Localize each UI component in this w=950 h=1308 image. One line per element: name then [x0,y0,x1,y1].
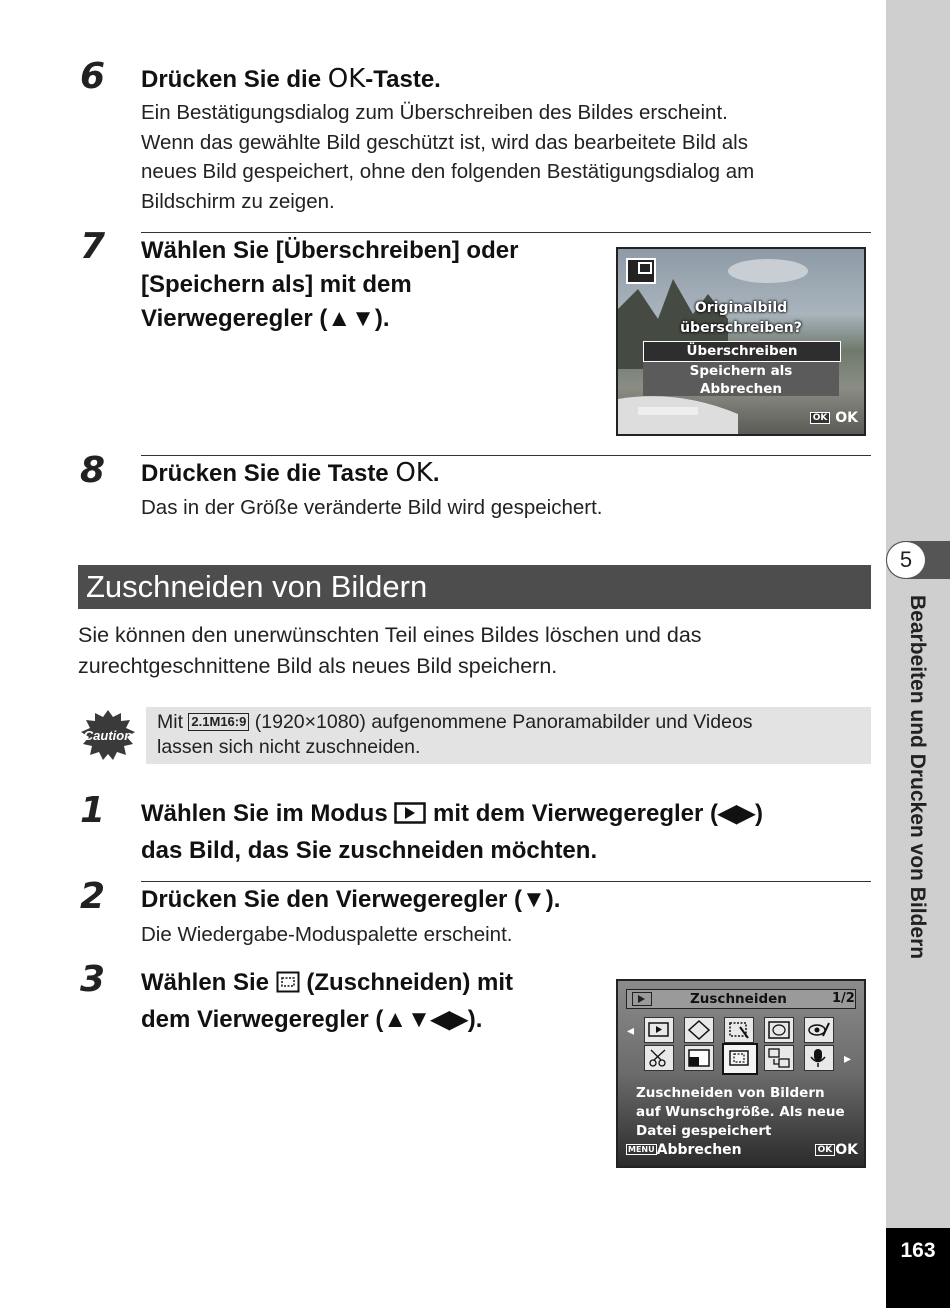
trim-step-number-3: 3 [80,959,106,1000]
crop-icon[interactable] [722,1043,758,1075]
frame-composite-icon[interactable] [764,1017,794,1043]
chapter-title: Bearbeiten und Drucken von Bildern [906,595,929,960]
resize-icon[interactable] [684,1045,714,1071]
step-6-body: Ein Bestätigungsdialog zum Überschreiben des Bildes erscheint. Wenn das gewählte Bild geschützt ist, wird das bearbeitete Bild als neues Bild gespeichert, ohne den folgenden Bestätigungsdialog am Bildschirm zu zeigen. [141,101,755,213]
rotate-icon[interactable] [684,1017,714,1043]
trim-step-2-body: Die Wiedergabe-Moduspalette erscheint. [141,923,513,946]
step-7-heading: Wählen Sie [Überschreiben] oder [Speichern als] mit dem Vierwegeregler (▲▼). [141,237,519,332]
slideshow-icon[interactable] [644,1017,674,1043]
chapter-number: 5 [886,541,926,579]
ok-key-icon: OK [815,1144,836,1156]
trim-step-number-2: 2 [80,876,106,917]
resize-icon [626,258,656,284]
page-number: 163 [886,1228,950,1308]
caution-text: Mit 2.1M16:9 (1920×1080) aufgenommene Panoramabilder und Videos lassen sich nicht zuschneiden. [157,711,753,758]
divider [141,881,871,882]
ok-icon: OK [327,64,366,94]
section-intro: Sie können den unerwünschten Teil eines Bildes löschen und das zurechtgeschnittene Bild als neues Bild speichern. [78,623,702,678]
trim-step-1-heading: Wählen Sie im Modus mit dem Vierwegeregler (◀▶) das Bild, das Sie zuschneiden möchten. [141,800,763,864]
trim-step-number-1: 1 [80,790,106,831]
digital-filter-icon[interactable] [724,1017,754,1043]
step-6-heading: Drücken Sie die OK-Taste. [141,64,441,94]
movie-edit-icon[interactable] [644,1045,674,1071]
palette-page: 1/2 [832,991,855,1006]
ok-icon: OK [395,458,433,488]
ok-confirm[interactable]: OK OK [815,1142,858,1158]
resolution-2-1m-icon: 2.1M16:9 [188,713,249,731]
trim-step-2-heading: Drücken Sie den Vierwegeregler (▼). [141,886,561,913]
option-overwrite[interactable]: Überschreiben [643,341,841,362]
ok-confirm[interactable]: OK OK [810,410,858,426]
crop-icon [276,969,300,1003]
ok-key-icon: OK [810,412,831,424]
option-cancel[interactable]: Abbrechen [700,381,782,397]
camera-screen-overwrite [616,247,866,436]
divider [141,232,871,233]
playback-icon [632,992,652,1006]
step-number-7: 7 [80,226,106,267]
palette-title: Zuschneiden [690,991,787,1007]
option-save-as[interactable]: Speichern als [689,363,793,379]
camera-screen-palette [616,979,866,1168]
caution-icon [80,710,136,765]
section-title: Zuschneiden von Bildern [86,569,428,604]
trim-step-3-heading: Wählen Sie (Zuschneiden) mit dem Vierwegeregler (▲▼◀▶). [141,969,514,1033]
step-8-heading: Drücken Sie die Taste OK. [141,458,440,488]
svg-text:Caution: Caution [83,728,133,743]
palette-description: Zuschneiden von Bildern auf Wunschgröße. Als neue Datei gespeichert [636,1085,845,1139]
menu-cancel[interactable]: MENU Abbrechen [628,1142,742,1158]
step-number-8: 8 [80,450,106,491]
red-eye-icon[interactable] [804,1017,834,1043]
arrow-left-icon[interactable]: ◂ [627,1023,635,1039]
arrow-right-icon[interactable]: ▸ [844,1051,852,1067]
step-number-6: 6 [80,56,106,97]
image-copy-icon[interactable] [764,1045,794,1071]
step-8-body: Das in der Größe veränderte Bild wird gespeichert. [141,496,603,519]
menu-key-icon: MENU [628,1145,655,1154]
voice-memo-icon[interactable] [804,1045,834,1071]
overwrite-question: Originalbild überschreiben? [680,300,802,336]
playback-mode-icon [394,800,426,834]
